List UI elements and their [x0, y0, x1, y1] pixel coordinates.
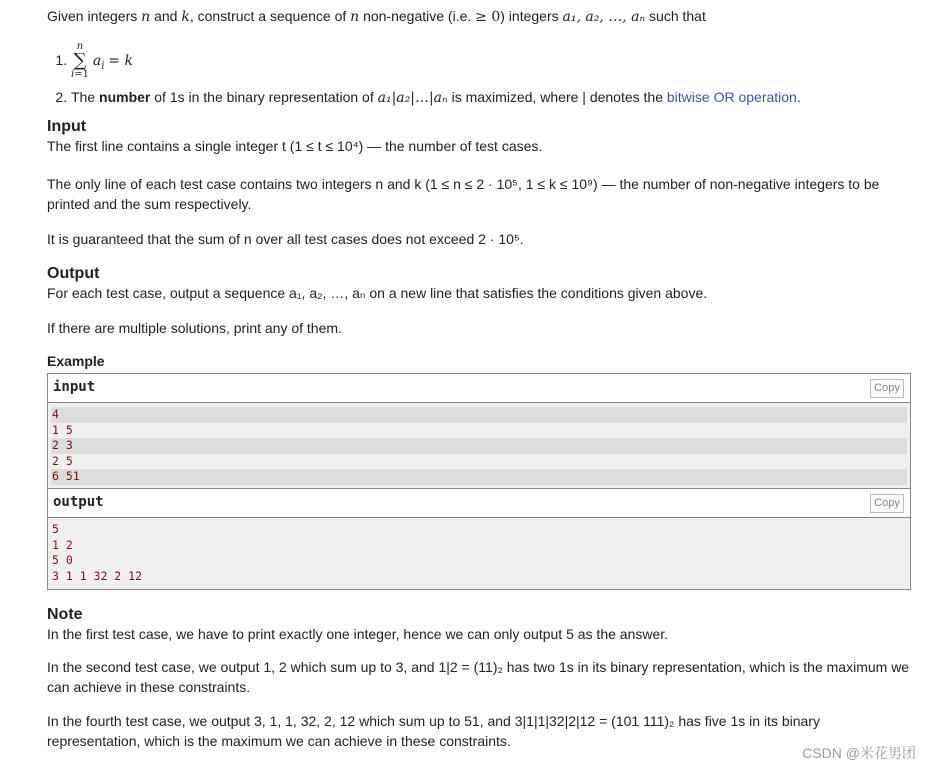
input-line: 2 3: [51, 438, 907, 454]
conditions-list: [47, 40, 801, 108]
note-p1: In the first test case, we have to print exactly one integer, hence we can only output 5 as the answer.: [47, 626, 669, 642]
intro-text: ) integers: [500, 8, 563, 24]
intro-text: , construct a sequence of: [189, 8, 351, 24]
math-k: k: [181, 9, 190, 25]
note-p2: In the second test case, we output 1, 2 which sum up to 3, and 1|2 = (11)₂ has two 1s in its binary representation, which is the maximum we can achieve in these constraints.: [47, 659, 910, 695]
example-output-header: [48, 489, 910, 518]
input-p2: The only line of each test case contains two integers n and k (1 ≤ n ≤ 2 · 10⁵, 1 ≤ k ≤ 10⁹) — the number of non-negative integers to be printed and the sum respectively.: [47, 176, 880, 212]
condition-sum: 1. n ∑ i=1 $a_i = k$: [71, 40, 801, 87]
output-heading: Output: [47, 265, 100, 282]
intro-text: Given integers: [47, 8, 142, 24]
intro-text: non-negative (i.e.: [359, 8, 476, 24]
output-p1: For each test case, output a sequence a₁, a₂, …, aₙ on a new line that satisfies the conditions given above.: [47, 285, 708, 301]
output-label: output: [53, 494, 104, 510]
note-p2-wrap: [47, 657, 911, 697]
note-p3-wrap: [47, 711, 911, 751]
output-p2: If there are multiple solutions, print any of them.: [47, 320, 342, 336]
sum-symbol: n ∑ i=1: [71, 41, 89, 81]
input-p3-wrap: [47, 229, 524, 249]
bold-number: number: [99, 88, 151, 105]
example-input-content: [48, 403, 910, 485]
output-line: 5 0: [52, 553, 73, 568]
example-input-header: [48, 374, 910, 403]
output-line: 1 2: [52, 537, 73, 552]
math-n: n: [141, 9, 151, 25]
note-heading: Note: [47, 606, 83, 623]
intro-text: such that: [645, 8, 706, 24]
intro-text: and: [150, 8, 182, 24]
bitwise-or-link[interactable]: bitwise OR operation: [666, 88, 797, 105]
example-title: Example: [47, 353, 105, 369]
output-line: 5: [52, 522, 59, 536]
example-input-box: [47, 373, 911, 490]
input-p2-wrap: [47, 174, 911, 214]
output-line: 3 1 1 32 2 12: [52, 568, 143, 583]
input-p3: It is guaranteed that the sum of n over all test cases does not exceed 2 · 10⁵.: [47, 231, 524, 247]
example-output-content: [48, 518, 910, 584]
input-line: 6 51: [51, 469, 907, 485]
output-section: [47, 265, 707, 303]
output-p2-wrap: [47, 318, 342, 338]
math-ge0: ≥ 0: [475, 9, 501, 25]
note-section: [47, 606, 668, 644]
note-p3: In the fourth test case, we output 3, 1, 1, 32, 2, 12 which sum up to 51, and 3|1|1|32|2|12 = (101 111)₂ has five 1s in its binary representation, which is the maximum we can achieve in these constraints.: [47, 713, 820, 749]
math-sequence: a₁, a₂, …, aₙ: [562, 9, 646, 25]
input-line: 4: [51, 407, 907, 423]
input-section: [47, 118, 542, 156]
math-or-expr: a₁|a₂|…|aₙ: [377, 89, 448, 106]
copy-output-button[interactable]: Copy: [870, 494, 904, 513]
copy-input-button[interactable]: Copy: [870, 379, 904, 398]
watermark: CSDN @米花男团: [802, 745, 916, 761]
input-p1: The first line contains a single integer t (1 ≤ t ≤ 10⁴) — the number of test cases.: [47, 138, 543, 154]
math-n: n: [350, 9, 360, 25]
statement-intro: [47, 6, 706, 27]
input-line: 1 5: [52, 422, 73, 437]
example-output-box: [47, 488, 911, 590]
input-heading: Input: [47, 118, 87, 135]
input-label: input: [53, 379, 96, 395]
condition-bits: 2. The number of 1s in the binary representation of a₁|a₂|…|aₙ is maximized, where | denotes the bitwise OR operation.: [71, 87, 801, 108]
input-line: 2 5: [52, 453, 73, 468]
